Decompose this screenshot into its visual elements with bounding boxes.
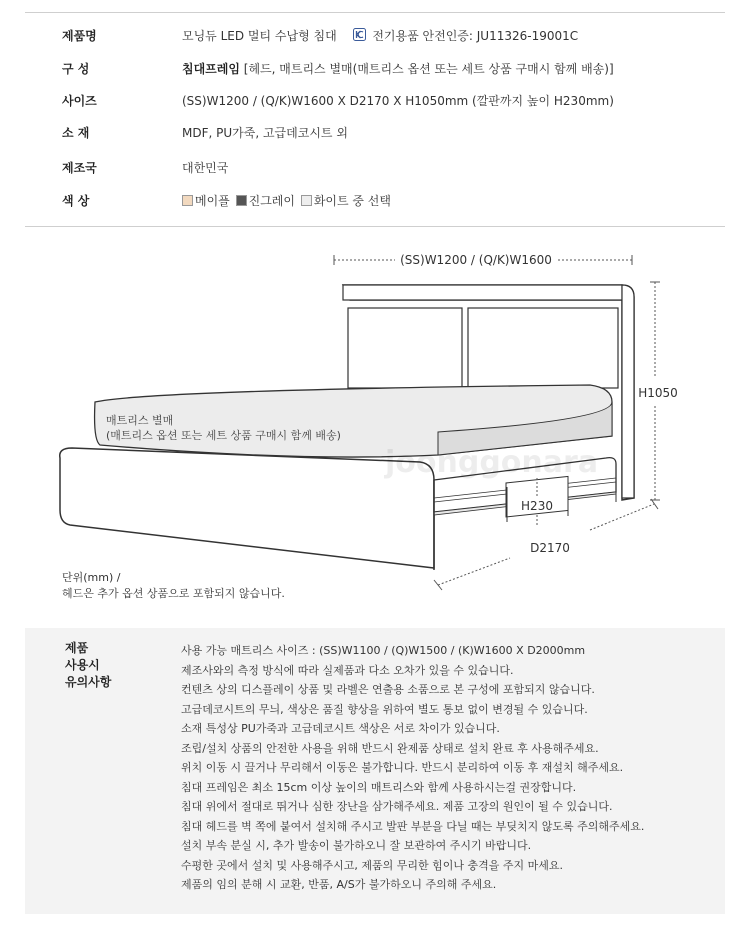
unit-note bbox=[62, 570, 285, 602]
caution-item: 컨텐츠 상의 디스플레이 상품 및 라벨은 연출용 소품으로 본 구성에 포함되지 않습니다. bbox=[181, 683, 595, 696]
spec-value: 모닝듀 LED 멀티 수납형 침대 bbox=[182, 29, 337, 43]
height-dimension bbox=[638, 282, 678, 500]
spec-row-color bbox=[0, 190, 750, 212]
section-divider bbox=[25, 226, 725, 227]
spec-value: MDF, PU가죽, 고급데코시트 외 bbox=[182, 126, 348, 140]
spec-row-origin bbox=[0, 157, 750, 179]
caution-item: 침대 위에서 절대로 뛰거나 심한 장난을 삼가해주세요. 제품 고장의 원인이 될 수 있습니다. bbox=[181, 800, 613, 813]
spec-row-material bbox=[0, 122, 750, 144]
caution-item: 제조사와의 측정 방식에 따라 실제품과 다소 오차가 있을 수 있습니다. bbox=[181, 663, 514, 677]
spec-row-composition bbox=[0, 58, 750, 80]
caution-item: 조립/설치 상품의 안전한 사용을 위해 반드시 완제품 상태로 설치 완료 후 사용해주세요. bbox=[181, 741, 599, 755]
color-name: 화이트 중 선택 bbox=[313, 194, 391, 208]
caution-item: 제품의 임의 분해 시 교환, 반품, A/S가 불가하오니 주의해 주세요. bbox=[181, 878, 497, 891]
color-swatch-white bbox=[301, 195, 312, 206]
width-dimension bbox=[334, 253, 632, 267]
spec-row-size bbox=[0, 90, 750, 112]
spec-value: [헤드, 매트리스 별매(매트리스 옵션 또는 세트 상품 구매시 함께 배송)] bbox=[239, 62, 614, 76]
caution-item: 고급데코시트의 무늬, 색상은 품질 향상을 위하여 별도 통보 없이 변경될 수 있습니다. bbox=[181, 702, 588, 716]
caution-title-line: 제품 bbox=[65, 641, 89, 655]
spec-value: 대한민국 bbox=[182, 161, 229, 175]
unit-note-line2: 헤드은 추가 옵션 상품으로 포함되지 않습니다. bbox=[62, 587, 285, 600]
width-label: (SS)W1200 / (Q/K)W1600 bbox=[400, 253, 552, 267]
color-swatch-maple bbox=[182, 195, 193, 206]
caution-title-line: 유의사항 bbox=[65, 675, 112, 689]
caution-item: 위치 이동 시 끌거나 무리해서 이동은 불가합니다. 반드시 분리하여 이동 후 재설치 해주세요. bbox=[181, 761, 624, 774]
spec-value: (SS)W1200 / (Q/K)W1600 X D2170 X H1050mm (깔판까지 높이 H230mm) bbox=[182, 94, 614, 108]
bed-dimension-diagram bbox=[0, 240, 750, 620]
depth-label: D2170 bbox=[530, 541, 570, 555]
spec-label: 구 성 bbox=[62, 62, 90, 76]
spec-label: 색 상 bbox=[62, 194, 90, 208]
height-label: H1050 bbox=[638, 386, 678, 400]
kc-cert-icon bbox=[353, 26, 366, 48]
cert-number: 전기용품 안전인증: JU11326-19001C bbox=[372, 29, 579, 43]
color-swatch-dark-gray bbox=[236, 195, 247, 206]
caution-item: 소재 특성상 PU가죽과 고급데코시트 색상은 서로 차이가 있습니다. bbox=[181, 722, 500, 735]
spec-label: 사이즈 bbox=[62, 94, 97, 108]
caution-list bbox=[181, 641, 644, 895]
caution-item: 사용 가능 매트리스 사이즈 : (SS)W1100 / (Q)W1500 / (K)W1600 X D2000mm bbox=[181, 644, 586, 657]
caution-item: 침대 헤드를 벽 쪽에 붙여서 설치해 주시고 발판 부분을 다닐 때는 부딪치지 않도록 주의해주세요. bbox=[181, 819, 645, 833]
caution-item: 수평한 곳에서 설치 및 사용해주시고, 제품의 무리한 힘이나 충격을 주지 마세요. bbox=[181, 858, 563, 872]
caution-title-line: 사용시 bbox=[65, 658, 100, 672]
mattress-note-line2: (매트리스 옵션 또는 세트 상품 구매시 함께 배송) bbox=[106, 429, 341, 442]
spec-label: 제조국 bbox=[62, 161, 97, 175]
usage-caution-box bbox=[25, 628, 725, 914]
color-name: 진그레이 bbox=[248, 194, 295, 208]
base-height-label: H230 bbox=[521, 499, 553, 513]
caution-item: 설치 부속 분실 시, 추가 발송이 불가하오니 잘 보관하여 주시기 바랍니다. bbox=[181, 839, 532, 852]
color-name: 메이플 bbox=[195, 194, 230, 208]
top-divider bbox=[25, 12, 725, 13]
caution-item: 침대 프레임은 최소 15cm 이상 높이의 매트리스와 함께 사용하시는걸 권장합니다. bbox=[181, 780, 577, 794]
spec-label: 소 재 bbox=[62, 126, 90, 140]
spec-label: 제품명 bbox=[62, 29, 97, 43]
unit-note-line1: 단위(mm) / bbox=[62, 571, 121, 584]
spec-row-product-name bbox=[0, 25, 750, 47]
caution-title bbox=[65, 640, 111, 691]
watermark: joonggonara bbox=[385, 445, 599, 480]
mattress-note-line1: 매트리스 별매 bbox=[106, 414, 174, 427]
spec-value-bold: 침대프레임 bbox=[182, 62, 240, 76]
